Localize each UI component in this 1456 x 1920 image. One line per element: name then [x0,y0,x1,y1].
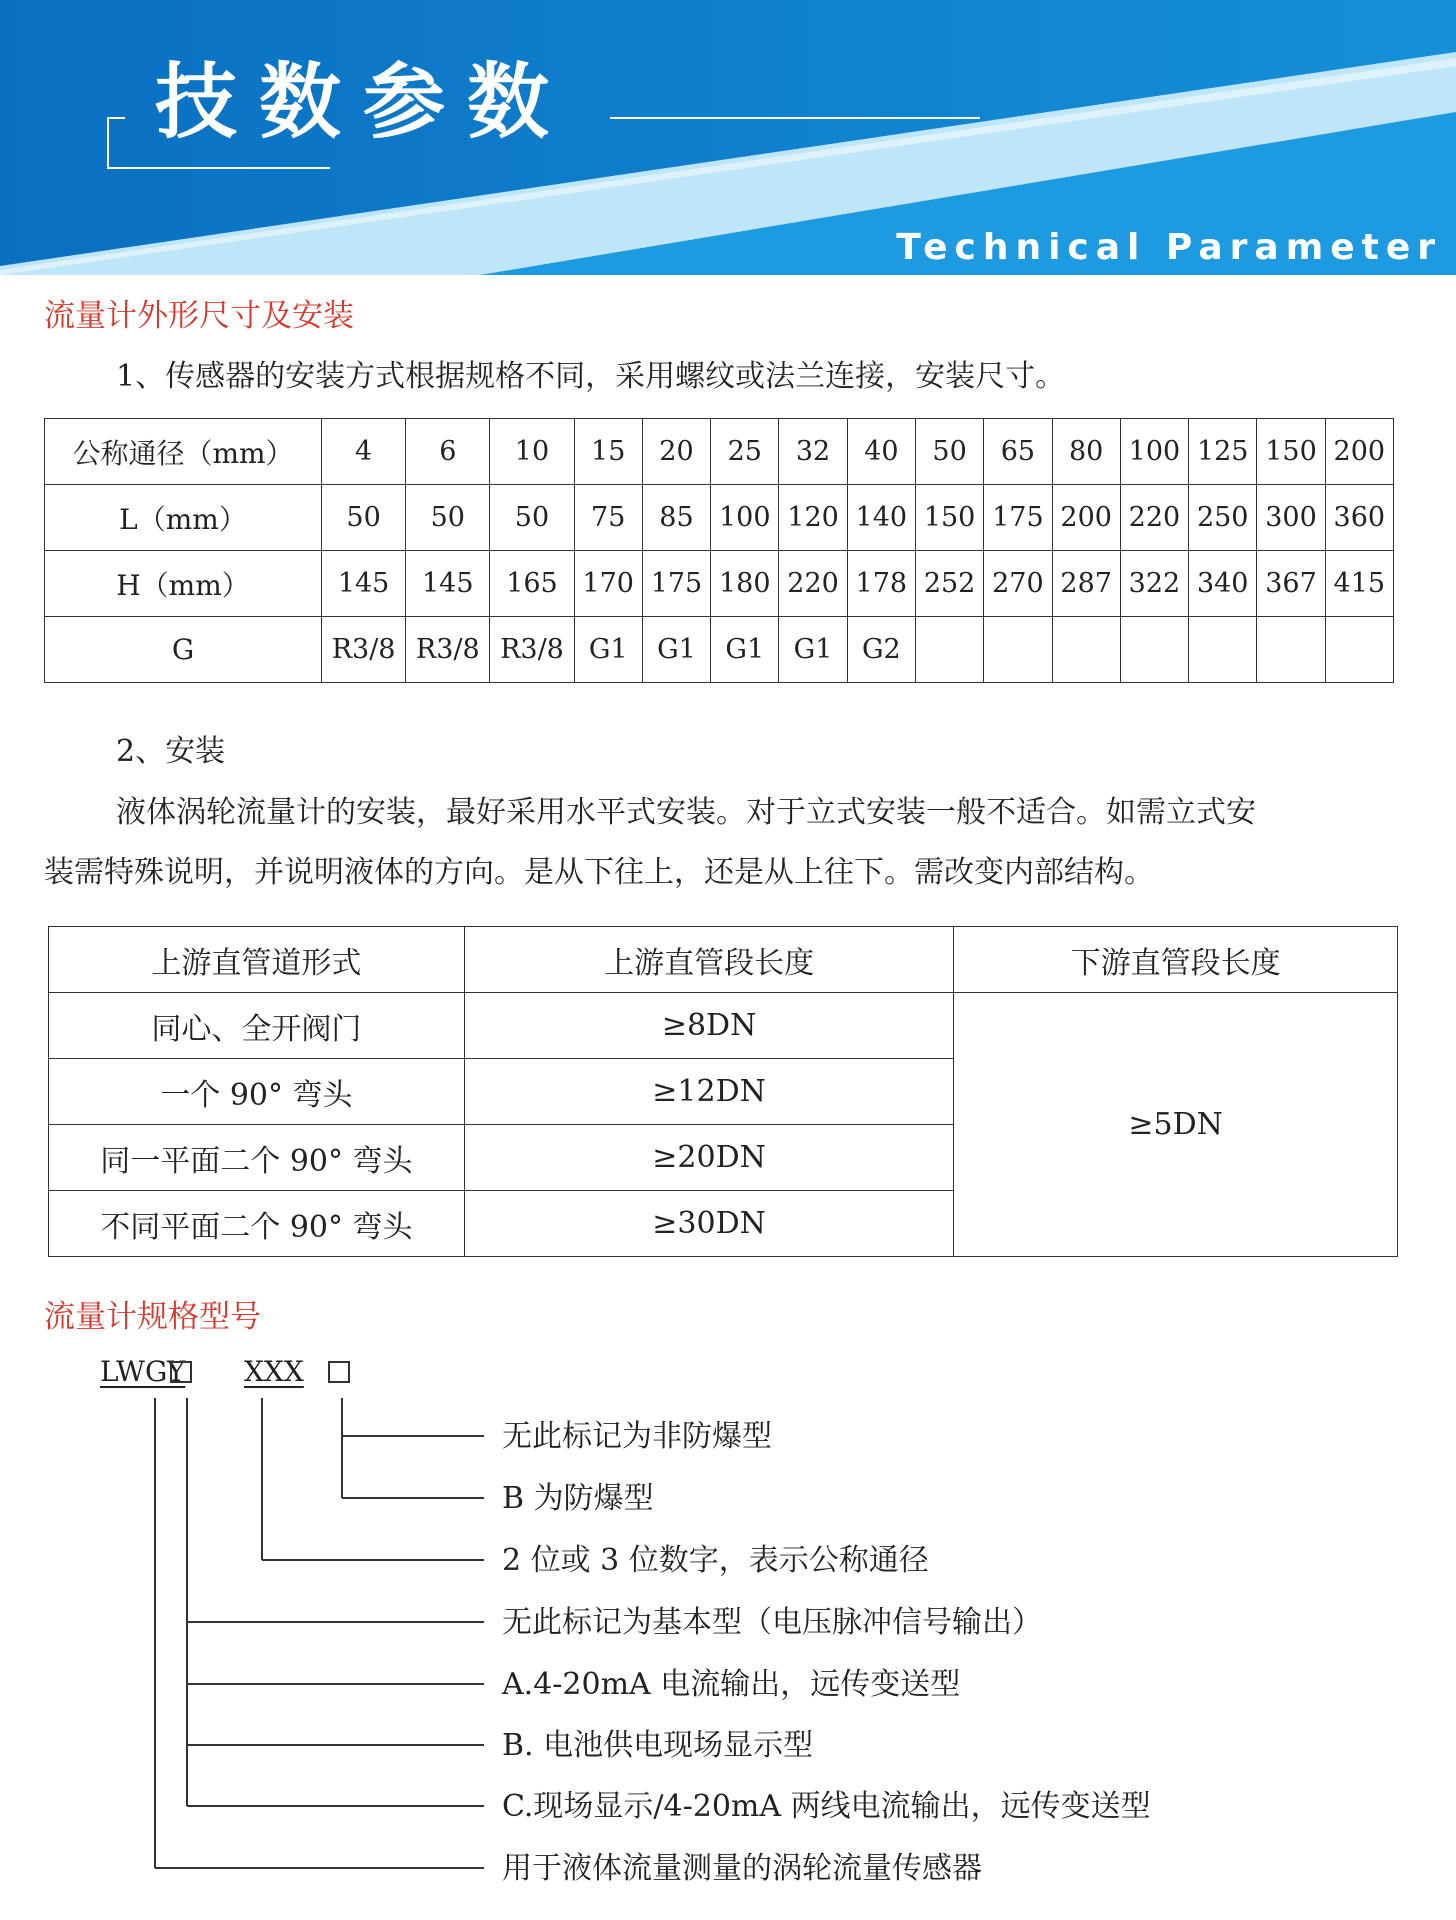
table-cell: G1 [642,617,710,683]
table-cell: 150 [915,485,983,551]
table-cell: 220 [779,551,847,617]
table-cell: 75 [574,485,642,551]
table-cell: 175 [984,485,1052,551]
table-cell: 6 [406,419,490,485]
table-cell: R3/8 [490,617,574,683]
table-cell: 165 [490,551,574,617]
table-cell: 10 [490,419,574,485]
table-cell: 200 [1325,419,1393,485]
install-heading: 2、安装 [116,734,226,769]
table-cell: 220 [1120,485,1188,551]
table-cell: 180 [711,551,779,617]
option-nominal-diameter: 2 位或 3 位数字，表示公称通径 [502,1543,929,1578]
downstream-length-cell: ≥5DN [954,993,1398,1257]
upstream-length-cell: ≥12DN [464,1059,954,1125]
table-cell: 340 [1189,551,1257,617]
table-cell: 300 [1257,485,1325,551]
upstream-form-cell: 同一平面二个 90° 弯头 [49,1125,465,1191]
table-cell: 50 [490,485,574,551]
table-cell: 65 [984,419,1052,485]
table-cell: G1 [574,617,642,683]
section-title-model: 流量计规格型号 [44,1299,261,1335]
table-cell: 415 [1325,551,1393,617]
table-cell: 270 [984,551,1052,617]
upstream-form-cell: 一个 90° 弯头 [49,1059,465,1125]
table-cell: 287 [1052,551,1120,617]
table-cell: 50 [406,485,490,551]
row-label: H（mm） [45,551,322,617]
table-cell: 120 [779,485,847,551]
upstream-form-cell: 不同平面二个 90° 弯头 [49,1191,465,1257]
option-explosion-proof: B 为防爆型 [502,1481,654,1516]
table-cell: 175 [642,551,710,617]
option-b-battery-display: B. 电池供电现场显示型 [502,1728,814,1763]
table-cell: 32 [779,419,847,485]
table-cell: 150 [1257,419,1325,485]
table-cell: 145 [406,551,490,617]
table-cell: R3/8 [406,617,490,683]
table-cell: 100 [711,485,779,551]
section-title-dimensions: 流量计外形尺寸及安装 [44,298,354,334]
option-c-display-two-wire: C.现场显示/4-20mA 两线电流输出，远传变送型 [502,1789,1151,1824]
model-code-prefix: LWGY [100,1355,186,1388]
option-a-current-output: A.4-20mA 电流输出，远传变送型 [502,1667,961,1702]
table-cell: 50 [322,485,406,551]
table-cell: 322 [1120,551,1188,617]
upstream-length-cell: ≥20DN [464,1125,954,1191]
table-cell: 140 [847,485,915,551]
table-cell: 40 [847,419,915,485]
table-cell: 50 [915,419,983,485]
table-cell: 360 [1325,485,1393,551]
table-cell: 178 [847,551,915,617]
table-cell: 15 [574,419,642,485]
table-cell: G1 [779,617,847,683]
row-label: L（mm） [45,485,322,551]
row-label: 公称通径（mm） [45,419,322,485]
table-cell: 4 [322,419,406,485]
table-cell: 80 [1052,419,1120,485]
install-text-line-1: 液体涡轮流量计的安装，最好采用水平式安装。对于立式安装一般不适合。如需立式安 [116,795,1256,830]
table-cell: 100 [1120,419,1188,485]
option-non-explosion-proof: 无此标记为非防爆型 [502,1419,772,1454]
col-header-downstream-length: 下游直管段长度 [954,927,1398,993]
table-cell: 252 [915,551,983,617]
page-title: 技数参数 [155,55,572,150]
page-subtitle: Technical Parameter [896,227,1442,268]
table-cell: 170 [574,551,642,617]
table-cell: 20 [642,419,710,485]
table-cell: R3/8 [322,617,406,683]
intro-text: 1、传感器的安装方式根据规格不同，采用螺纹或法兰连接，安装尺寸。 [116,359,1066,394]
upstream-length-cell: ≥30DN [464,1191,954,1257]
table-cell: 367 [1257,551,1325,617]
row-label: G [45,617,322,683]
table-cell: G2 [847,617,915,683]
table-cell: 250 [1189,485,1257,551]
upstream-length-cell: ≥8DN [464,993,954,1059]
table-cell: 85 [642,485,710,551]
table-cell: 125 [1189,419,1257,485]
table-cell: G1 [711,617,779,683]
option-basic-type: 无此标记为基本型（电压脉冲信号输出） [502,1605,1042,1640]
col-header-upstream-length: 上游直管段长度 [464,927,954,993]
table-cell: 145 [322,551,406,617]
table-cell: 200 [1052,485,1120,551]
model-code-digits: XXX [244,1355,304,1388]
col-header-upstream-form: 上游直管道形式 [49,927,465,993]
install-text-line-2: 装需特殊说明，并说明液体的方向。是从下往上，还是从上往下。需改变内部结构。 [44,855,1154,890]
option-turbine-sensor: 用于液体流量测量的涡轮流量传感器 [502,1851,982,1886]
upstream-form-cell: 同心、全开阀门 [49,993,465,1059]
table-cell: 25 [711,419,779,485]
